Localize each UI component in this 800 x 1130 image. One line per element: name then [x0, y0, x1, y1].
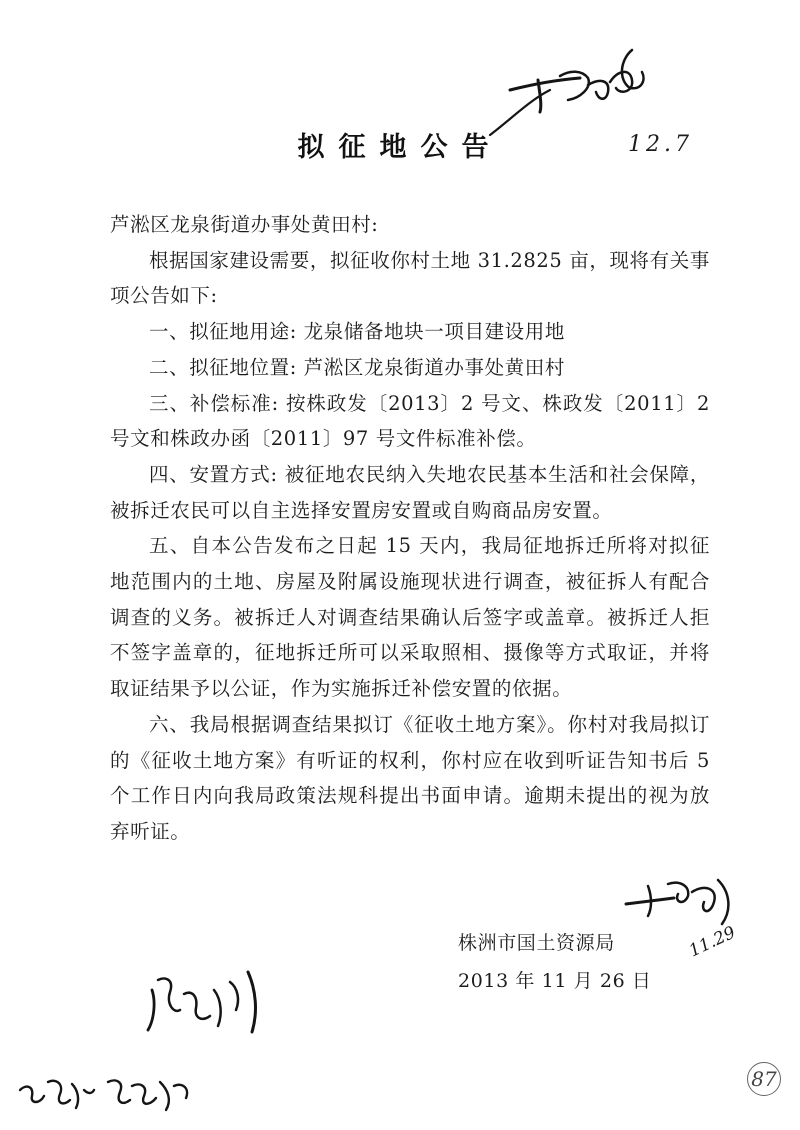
issue-date: 2013 年 11 月 26 日 [458, 970, 652, 992]
paragraph-location: 二、拟征地位置: 芦淞区龙泉街道办事处黄田村 [149, 355, 565, 379]
top-annotation-date: 12.7 [628, 132, 693, 157]
right-signature-scribble [618, 872, 758, 942]
paragraph-compensation: 三、补偿标准: 按株政发〔2013〕2 号文、株政发〔2011〕2 号文和株政办函〔2011〕97 号文件标准补偿。 [110, 391, 710, 451]
issuer: 株洲市国土资源局 [458, 932, 615, 954]
paragraph-purpose: 一、拟征地用途: 龙泉储备地块一项目建设用地 [149, 320, 565, 344]
right-annotation-date: 11.29 [686, 922, 739, 962]
paragraph-survey: 五、自本公告发布之日起 15 天内，我局征地拆迁所将对拟征地范围内的土地、房屋及附属设施现状进行调查，被征拆人有配合调查的义务。被拆迁人对调查结果确认后签字或盖章。被拆迁人拒不签字盖章的，征地拆迁所可以采取照相、摄像等方式取证，并将取证结果予以公证，作为实施拆迁补偿安置的依据。 [110, 534, 710, 701]
addressee: 芦淞区龙泉街道办事处黄田村: [110, 213, 379, 236]
drafter-note [1, 1110, 7, 1111]
paragraph-resettlement: 四、安置方式: 被征地农民纳入失地农民基本生活和社会保障，被拆迁农民可以自主选择安置房安置或自购商品房安置。 [110, 462, 710, 522]
paragraph-hearing: 六、我局根据调查结果拟订《征收土地方案》。你村对我局拟订的《征收土地方案》有听证的权利，你村应在收到听证告知书后 5 个工作日内向我局政策法规科提出书面申请。逾期未提出的视为放弃听证。 [110, 712, 710, 843]
document-title: 拟征地公告 [297, 132, 503, 163]
bottom-signature-scribble [140, 960, 280, 1040]
page-mark: 87 [747, 1062, 781, 1096]
document-body [110, 207, 710, 850]
paragraph-intro: 根据国家建设需要，拟征收你村土地 31.2825 亩，现将有关事项公告如下: [110, 248, 710, 308]
drafter-note-scribble [12, 1060, 212, 1120]
